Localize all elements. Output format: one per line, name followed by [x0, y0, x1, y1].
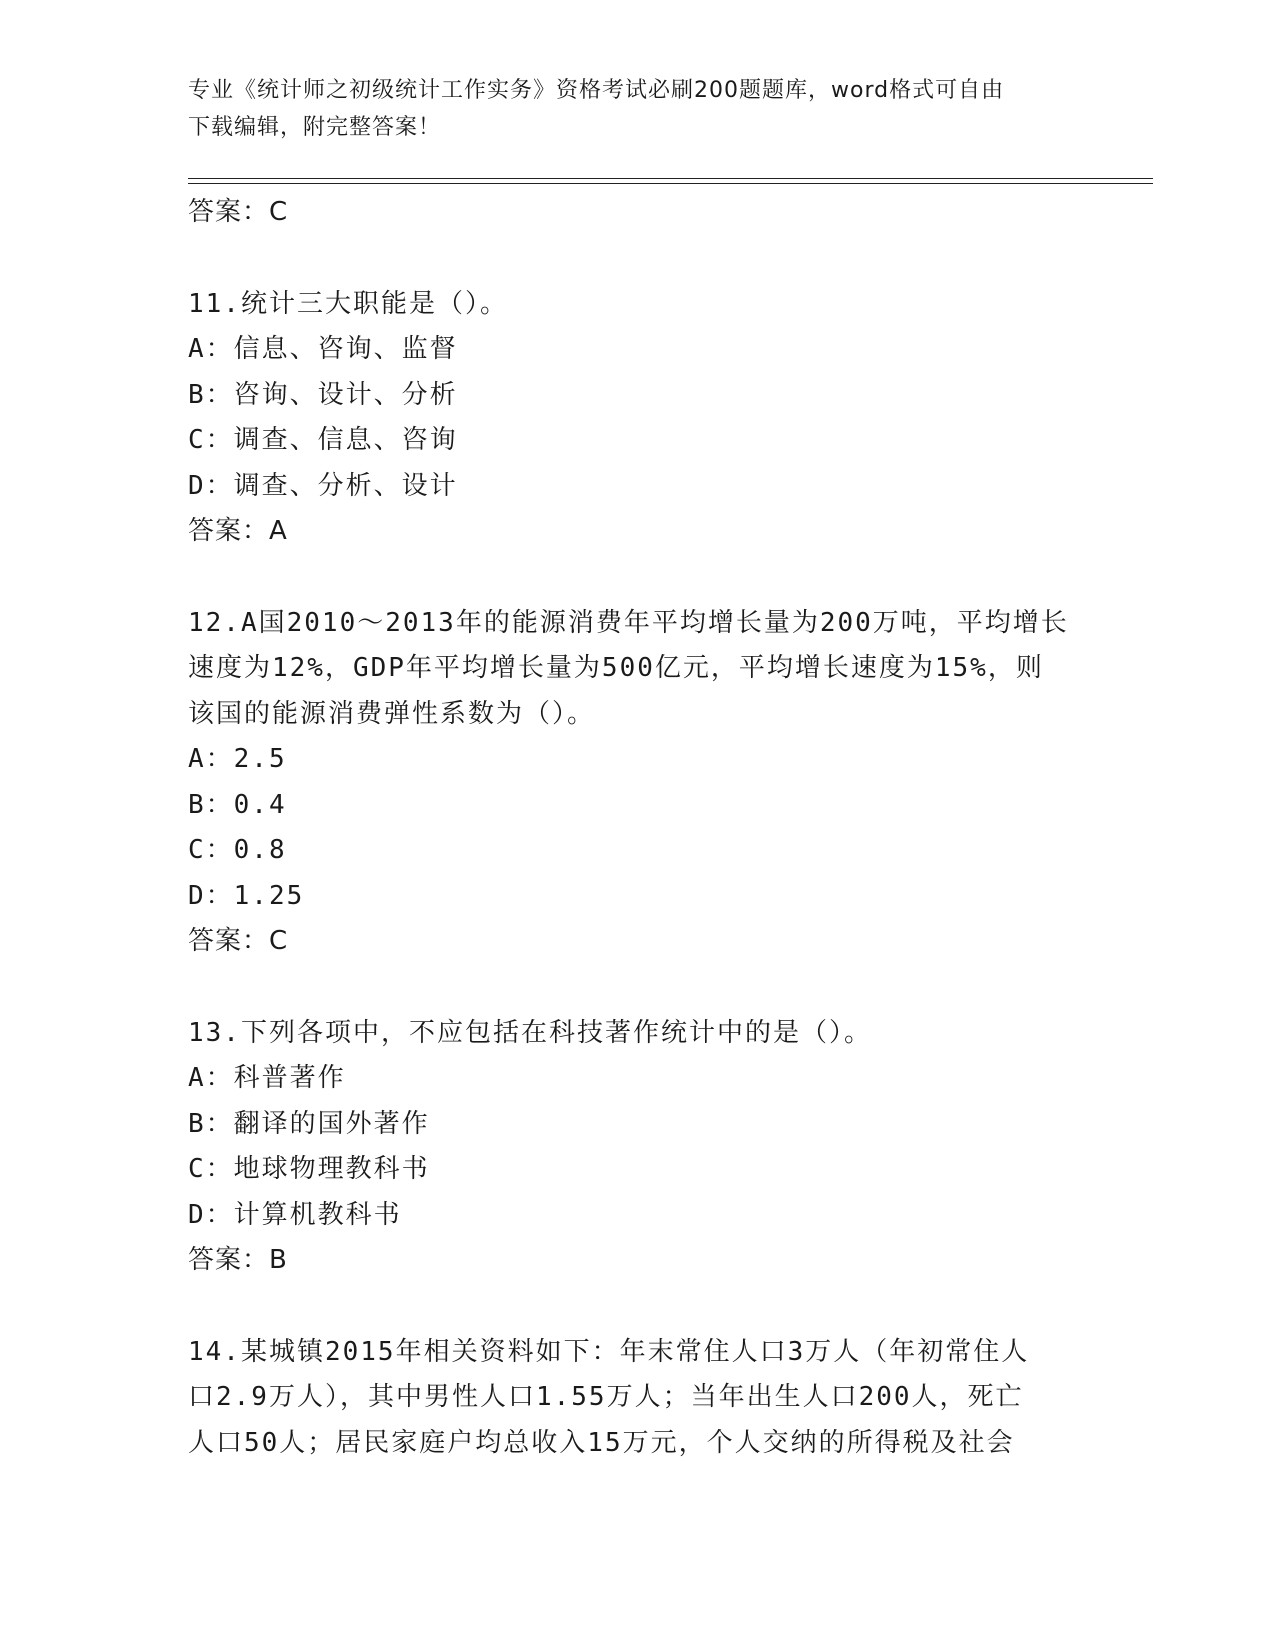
header-line-2: 下载编辑，附完整答案！	[188, 115, 442, 140]
answer-block-10	[188, 190, 1088, 236]
question-block-14	[188, 1330, 1088, 1467]
question-text-line-1: 14.某城镇2015年相关资料如下：年末常住人口3万人（年初常住人	[188, 1336, 1030, 1367]
spacer	[188, 1284, 1088, 1330]
option-a: A：科普著作	[188, 1063, 346, 1093]
question-text-line-3: 人口50人；居民家庭户均总收入15万元，个人交纳的所得税及社会	[188, 1427, 1015, 1458]
answer-line: 答案：B	[188, 1245, 288, 1275]
question-text-line-2: 速度为12%，GDP年平均增长量为500亿元，平均增长速度为15%，则	[188, 653, 1044, 683]
spacer	[188, 236, 1088, 282]
question-text: 13.下列各项中，不应包括在科技著作统计中的是（）。	[188, 1017, 872, 1048]
option-b: B：翻译的国外著作	[188, 1108, 430, 1139]
spacer	[188, 555, 1088, 601]
question-block-12	[188, 601, 1088, 965]
header-rule-bottom	[188, 183, 1153, 184]
question-block-11	[188, 282, 1088, 555]
question-text: 11.统计三大职能是（）。	[188, 288, 508, 319]
page-header	[188, 72, 1088, 146]
answer-line: 答案：C	[188, 197, 289, 227]
option-d: D：1.25	[188, 880, 305, 911]
option-c: C：调查、信息、咨询	[188, 425, 458, 455]
question-block-13	[188, 1011, 1088, 1284]
option-d: D：调查、分析、设计	[188, 470, 458, 501]
option-b: B：0.4	[188, 789, 287, 820]
header-rule-top	[188, 178, 1153, 179]
header-line-1: 专业《统计师之初级统计工作实务》资格考试必刷200题题库，word格式可自由	[188, 78, 1005, 103]
spacer	[188, 965, 1088, 1011]
option-c: C：0.8	[188, 835, 287, 865]
option-c: C：地球物理教科书	[188, 1154, 430, 1184]
answer-line: 答案：A	[188, 516, 288, 546]
option-a: A：信息、咨询、监督	[188, 334, 458, 364]
question-text-line-1: 12.A国2010～2013年的能源消费年平均增长量为200万吨，平均增长	[188, 607, 1069, 638]
answer-line: 答案：C	[188, 926, 289, 956]
option-b: B：咨询、设计、分析	[188, 379, 458, 410]
option-d: D：计算机教科书	[188, 1199, 402, 1230]
question-text-line-2: 口2.9万人），其中男性人口1.55万人；当年出生人口200人，死亡	[188, 1382, 1024, 1412]
option-a: A：2.5	[188, 744, 287, 774]
question-list	[188, 190, 1088, 1466]
question-text-line-3: 该国的能源消费弹性系数为（）。	[188, 698, 596, 729]
